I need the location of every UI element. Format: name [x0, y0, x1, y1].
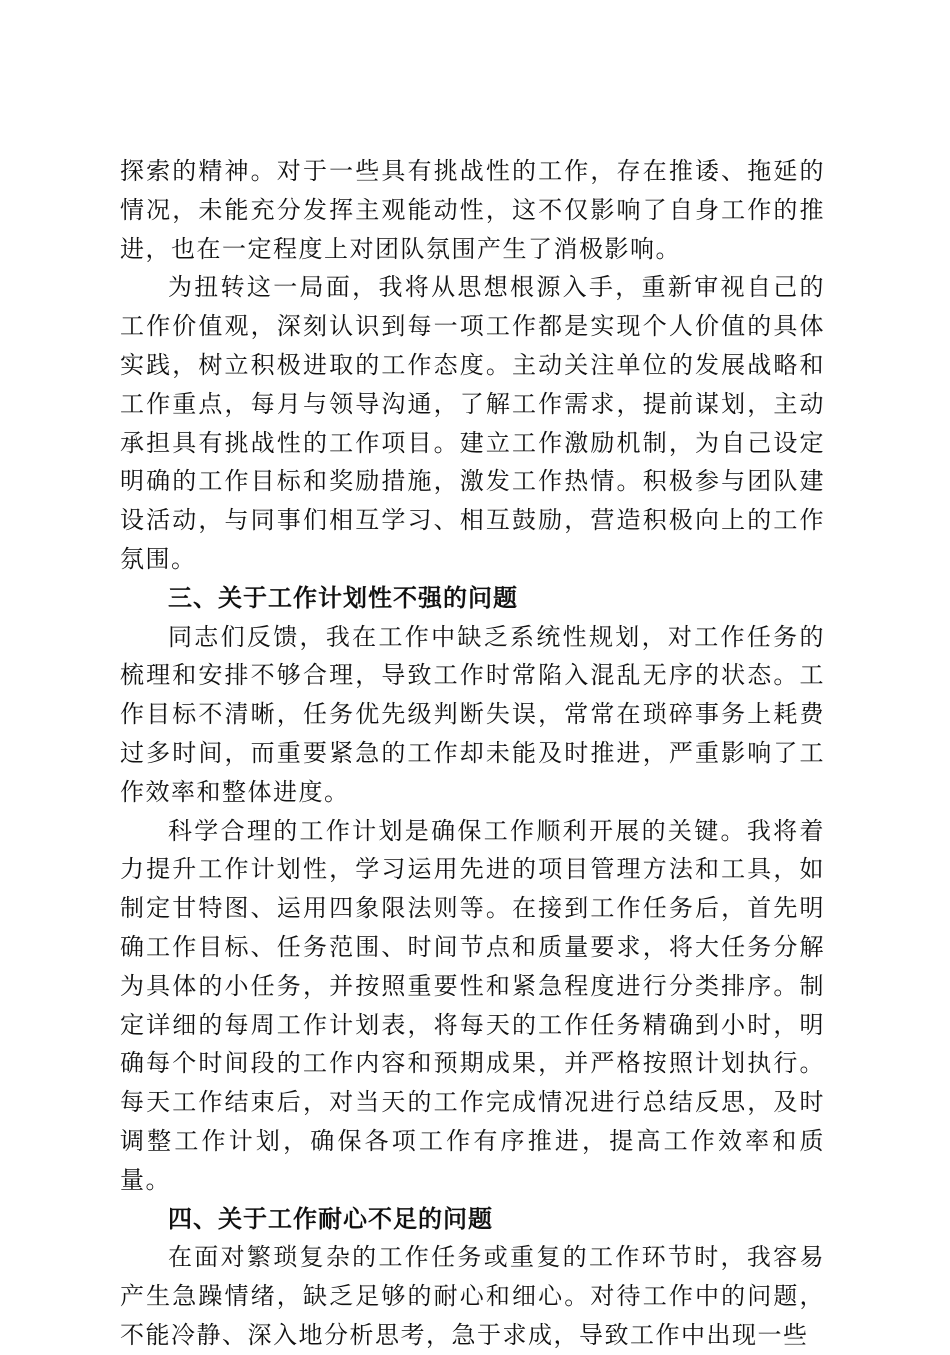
- paragraph-attitude-plan: 为扭转这一局面，我将从思想根源入手，重新审视自己的工作价值观，深刻认识到每一项工作都是实现个人价值的具体实践，树立积极进取的工作态度。主动关注单位的发展战略和工作重点，每月与领导沟通，了解工作需求，提前谋划，主动承担具有挑战性的工作项目。建立工作激励机制，为自己设定明确的工作目标和奖励措施，激发工作热情。积极参与团队建设活动，与同事们相互学习、相互鼓励，营造积极向上的工作氛围。: [120, 273, 825, 573]
- paragraph-planning-feedback: 同志们反馈，我在工作中缺乏系统性规划，对工作任务的梳理和安排不够合理，导致工作时常陷入混乱无序的状态。工作目标不清晰，任务优先级判断失误，常常在琐碎事务上耗费过多时间，而重要紧急的工作却未能及时推进，严重影响了工作效率和整体进度。: [120, 622, 825, 806]
- document-body: [120, 152, 825, 1355]
- section-heading-3: 三、关于工作计划性不强的问题: [168, 583, 518, 612]
- section-heading-4: 四、关于工作耐心不足的问题: [168, 1204, 493, 1233]
- paragraph-planning-measures: 科学合理的工作计划是确保工作顺利开展的关键。我将着力提升工作计划性，学习运用先进的项目管理方法和工具，如制定甘特图、运用四象限法则等。在接到工作任务后，首先明确工作目标、任务范围、时间节点和质量要求，将大任务分解为具体的小任务，并按照重要性和紧急程度进行分类排序。制定详细的每周工作计划表，将每天的工作任务精确到小时，明确每个时间段的工作内容和预期成果，并严格按照计划执行。每天工作结束后，对当天的工作完成情况进行总结反思，及时调整工作计划，确保各项工作有序推进，提高工作效率和质量。: [120, 816, 825, 1194]
- paragraph-patience-issue: 在面对繁琐复杂的工作任务或重复的工作环节时，我容易产生急躁情绪，缺乏足够的耐心和细心。对待工作中的问题，不能冷静、深入地分析思考，急于求成，导致工作中出现一些: [120, 1243, 825, 1349]
- paragraph-continued: 探索的精神。对于一些具有挑战性的工作，存在推诿、拖延的情况，未能充分发挥主观能动性，这不仅影响了自身工作的推进，也在一定程度上对团队氛围产生了消极影响。: [120, 157, 825, 263]
